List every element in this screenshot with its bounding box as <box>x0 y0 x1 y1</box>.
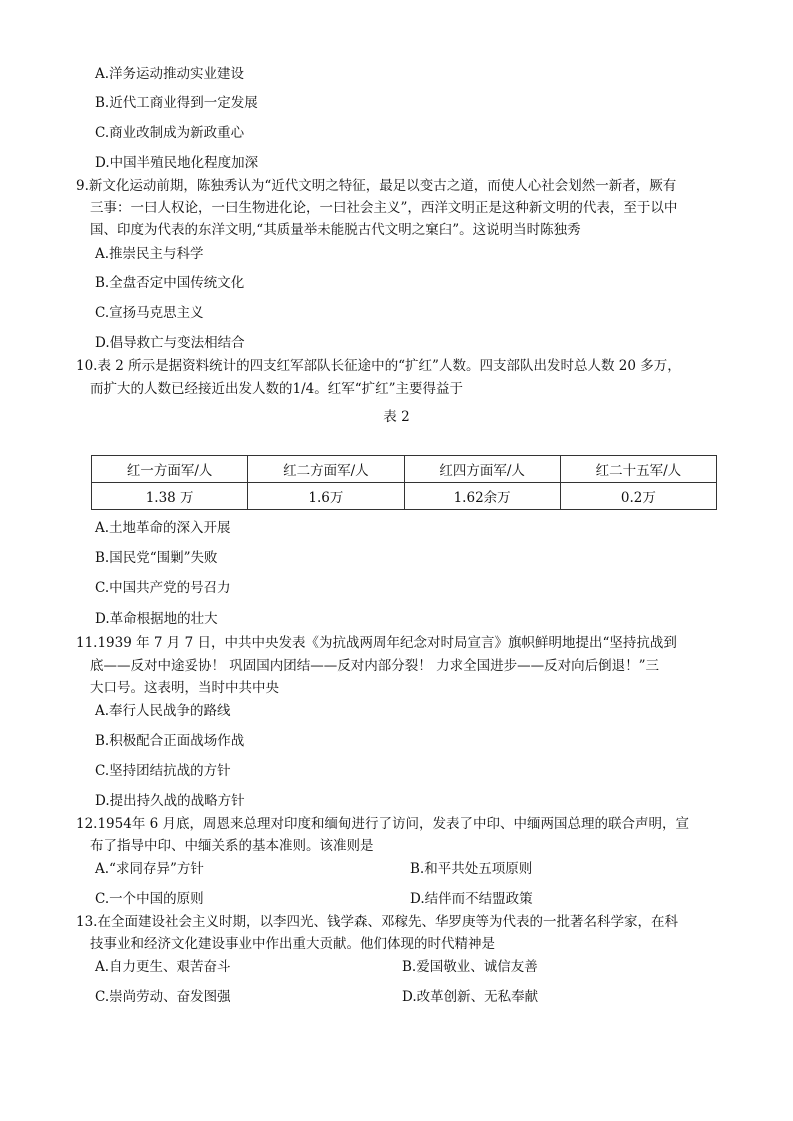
kuohong-table <box>91 455 717 510</box>
q9-stem-line-1: 9.新文化运动前期，陈独秀认为“近代文明之特征，最足以变古之道，而使人心社会划然一新者，厥有 <box>76 178 677 194</box>
q12-stem-line-2: 布了指导中印、中缅关系的基本准则。该准则是 <box>90 838 374 854</box>
q13-option-b: B.爱国敬业、诚信友善 <box>402 959 538 975</box>
table-header-row <box>92 456 717 483</box>
q11-option-b: B.积极配合正面战场作战 <box>95 733 245 749</box>
table-cell: 0.2万 <box>560 483 716 510</box>
q9-stem-line-3: 国、印度为代表的东洋文明,“其质量举未能脱古代文明之窠臼”。这说明当时陈独秀 <box>90 222 581 238</box>
table-cell: 1.6万 <box>248 483 404 510</box>
table-row <box>92 483 717 510</box>
q11-option-a: A.奉行人民战争的路线 <box>95 703 231 719</box>
table-header-cell: 红一方面军/人 <box>92 456 248 483</box>
table-header-cell: 红四方面军/人 <box>404 456 560 483</box>
q13-option-c: C.崇尚劳动、奋发图强 <box>95 989 231 1005</box>
q8-option-b: B.近代工商业得到一定发展 <box>95 95 258 111</box>
q10-option-d: D.革命根据地的壮大 <box>95 611 218 627</box>
q9-option-d: D.倡导救亡与变法相结合 <box>95 335 245 351</box>
q13-stem-line-1: 13.在全面建设社会主义时期，以李四光、钱学森、邓稼先、华罗庚等为代表的一批著名科学家，在科 <box>76 914 678 930</box>
table-cell: 1.62余万 <box>404 483 560 510</box>
q11-stem-line-1: 11.1939 年 7 月 7 日，中共中央发表《为抗战两周年纪念对时局宣言》旗帜鲜明地提出“坚持抗战到 <box>76 635 677 651</box>
q9-option-c: C.宣扬马克思主义 <box>95 305 204 321</box>
q9-stem-line-2: 三事：一曰人权论，一曰生物进化论，一曰社会主义”，西洋文明正是这种新文明的代表，至于以中 <box>90 200 678 216</box>
q8-option-c: C.商业改制成为新政重心 <box>95 125 245 141</box>
q9-option-a: A.推崇民主与科学 <box>95 246 204 262</box>
q13-option-d: D.改革创新、无私奉献 <box>402 989 539 1005</box>
q8-option-d: D.中国半殖民地化程度加深 <box>95 155 259 171</box>
table-caption: 表 2 <box>383 409 410 425</box>
q13-stem-line-2: 技事业和经济文化建设事业中作出重大贡献。他们体现的时代精神是 <box>90 936 495 952</box>
table-cell: 1.38 万 <box>92 483 248 510</box>
table-header-cell: 红二方面军/人 <box>248 456 404 483</box>
table-header-cell: 红二十五军/人 <box>560 456 716 483</box>
q10-stem-line-2: 而扩大的人数已经接近出发人数的1/4。红军“扩红”主要得益于 <box>90 381 464 397</box>
q11-stem-line-3: 大口号。这表明，当时中共中央 <box>90 680 279 696</box>
q10-stem-line-1: 10.表 2 所示是据资料统计的四支红军部队长征途中的“扩红”人数。四支部队出发时总人数 20 多万， <box>76 358 681 374</box>
q12-option-c: C.一个中国的原则 <box>95 891 204 907</box>
q12-option-d: D.结伴而不结盟政策 <box>410 891 533 907</box>
q12-option-b: B.和平共处五项原则 <box>410 861 533 877</box>
q13-option-a: A.自力更生、艰苦奋斗 <box>95 959 231 975</box>
q11-stem-line-2: 底——反对中途妥协！ 巩固国内团结——反对内部分裂！ 力求全国进步——反对向后倒退！”三 <box>90 658 659 674</box>
q11-option-c: C.坚持团结抗战的方针 <box>95 763 231 779</box>
q11-option-d: D.提出持久战的战略方针 <box>95 793 245 809</box>
q10-option-b: B.国民党“围剿”失败 <box>95 550 218 566</box>
q10-option-c: C.中国共产党的号召力 <box>95 580 231 596</box>
q12-stem-line-1: 12.1954年 6 月底，周恩来总理对印度和缅甸进行了访问，发表了中印、中缅两国总理的联合声明，宣 <box>76 816 689 832</box>
q8-option-a: A.洋务运动推动实业建设 <box>95 66 245 82</box>
q10-option-a: A.土地革命的深入开展 <box>95 520 231 536</box>
q9-option-b: B.全盘否定中国传统文化 <box>95 275 245 291</box>
q12-option-a: A.“求同存异”方针 <box>95 861 204 877</box>
